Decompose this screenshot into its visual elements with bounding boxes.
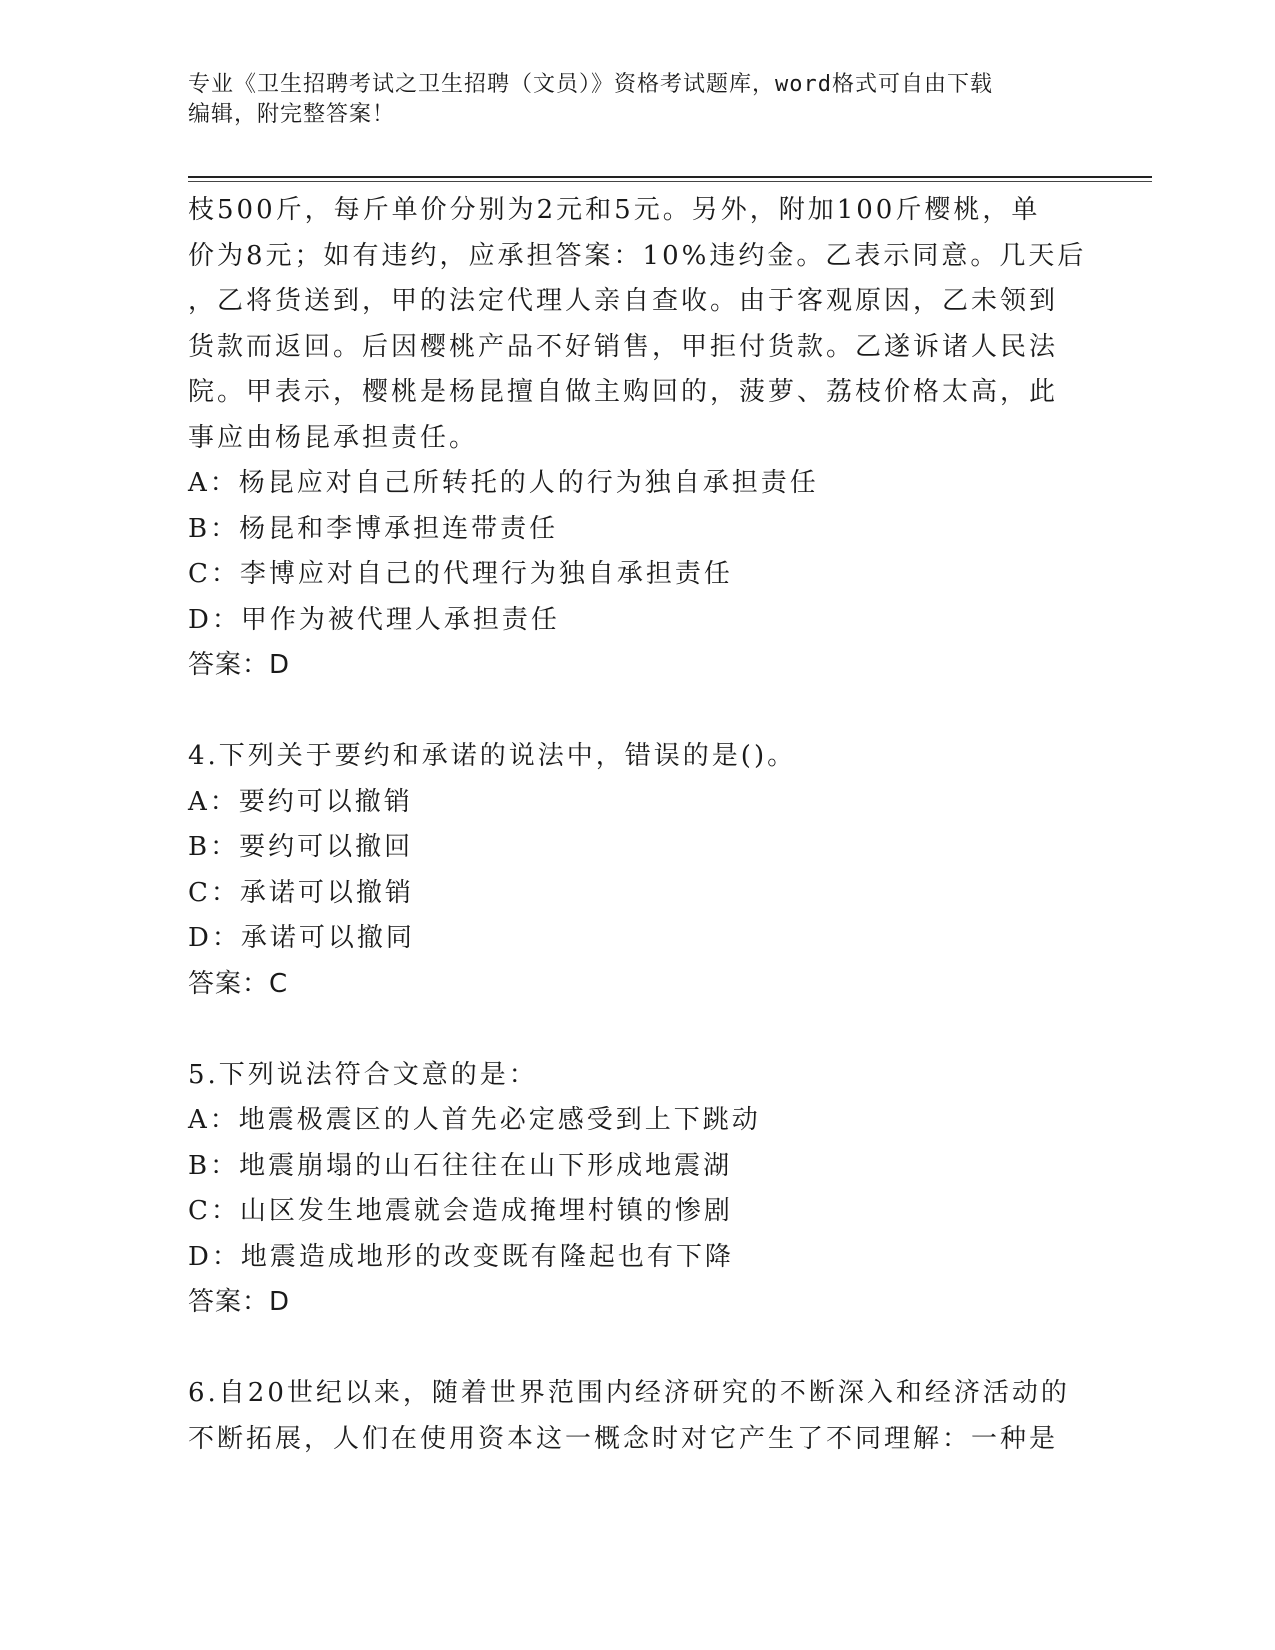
question-3-text-line: 院。甲表示，樱桃是杨昆擅自做主购回的，菠萝、荔枝价格太高，此 — [188, 377, 1059, 407]
document-body — [188, 188, 1088, 1462]
question-5-option-b: B：地震崩塌的山石往往在山下形成地震湖 — [188, 1150, 733, 1181]
question-3-option-d: D：甲作为被代理人承担责任 — [188, 604, 560, 635]
spacer — [188, 1326, 1088, 1372]
question-4-option-d: D：承诺可以撤同 — [188, 923, 415, 953]
question-4 — [188, 734, 1088, 1007]
question-3-text-line: 枝500斤，每斤单价分别为2元和5元。另外，附加100斤樱桃，单 — [188, 195, 1041, 225]
question-3 — [188, 188, 1088, 689]
question-5-stem: 5.下列说法符合文意的是： — [188, 1059, 538, 1090]
question-4-option-b: B：要约可以撤回 — [188, 832, 414, 862]
question-3-text-line: 价为8元；如有违约，应承担答案：10%违约金。乙表示同意。几天后 — [188, 240, 1087, 271]
question-3-text-line: 货款而返回。后因樱桃产品不好销售，甲拒付货款。乙遂诉诸人民法 — [188, 331, 1059, 362]
question-3-option-b: B：杨昆和李博承担连带责任 — [188, 513, 559, 544]
header-rule-thin — [188, 181, 1152, 182]
header-rule-thick — [188, 176, 1152, 178]
question-5-option-a: A：地震极震区的人首先必定感受到上下跳动 — [188, 1105, 761, 1135]
question-4-option-c: C：承诺可以撤销 — [188, 877, 414, 908]
question-5-answer: 答案：D — [188, 1287, 291, 1317]
header-line-2: 编辑，附完整答案！ — [188, 102, 396, 127]
question-4-answer: 答案：C — [188, 968, 289, 999]
spacer — [188, 1007, 1088, 1053]
page-header — [188, 70, 1088, 130]
question-3-option-a: A：杨昆应对自己所转托的人的行为独自承担责任 — [188, 468, 819, 498]
question-3-text-line: 事应由杨昆承担责任。 — [188, 422, 479, 453]
header-line-1: 专业《卫生招聘考试之卫生招聘（文员）》资格考试题库，word格式可自由下载 — [188, 72, 993, 97]
question-3-text-line: ，乙将货送到，甲的法定代理人亲自查收。由于客观原因，乙未领到 — [188, 286, 1059, 316]
question-4-option-a: A：要约可以撤销 — [188, 786, 413, 817]
question-5-option-c: C：山区发生地震就会造成掩埋村镇的惨剧 — [188, 1196, 733, 1226]
question-3-option-c: C：李博应对自己的代理行为独自承担责任 — [188, 559, 733, 589]
question-5-option-d: D：地震造成地形的改变既有隆起也有下降 — [188, 1241, 734, 1272]
question-6-text-line: 不断拓展，人们在使用资本这一概念时对它产生了不同理解：一种是 — [188, 1423, 1059, 1454]
question-6-text-line: 6.自20世纪以来，随着世界范围内经济研究的不断深入和经济活动的 — [188, 1378, 1070, 1408]
question-3-answer: 答案：D — [188, 650, 291, 680]
question-5 — [188, 1053, 1088, 1326]
spacer — [188, 689, 1088, 735]
question-4-stem: 4.下列关于要约和承诺的说法中，错误的是()。 — [188, 741, 797, 771]
question-6 — [188, 1371, 1088, 1462]
